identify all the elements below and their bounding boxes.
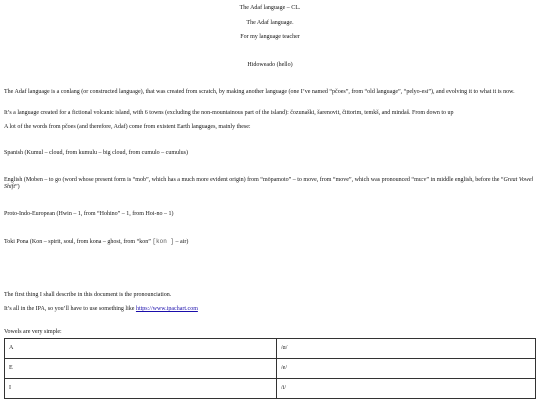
- source-toki-text: Toki Pona (Kon – spirit, soul, from kona – ghost, from “kon”: [4, 239, 151, 245]
- source-english-text: English (Moben – to go (word whose present form is “mob”, which has a much more evident origin) from “mōpamoto” – to move, from “move”, which was pronounced “mu:v” in middle english, before the “: [4, 177, 504, 183]
- source-pie: Proto-Indo-European (Hwin – 1, from “Hohino” – 1, from Hoi-no – 1): [4, 211, 174, 217]
- vowel-ipa-cell: /ɑ/: [277, 339, 536, 359]
- great-vowel-shift-term: Great Vowel Shift: [4, 177, 534, 190]
- source-english-closing: ”): [15, 184, 20, 190]
- vowels-intro: Vowels are very simple:: [4, 329, 62, 335]
- ipa-chart-link[interactable]: https://www.ipachart.com: [135, 306, 198, 312]
- doc-title-line-3: For my language teacher: [240, 34, 300, 40]
- source-toki-pona: [4, 238, 534, 246]
- table-row: [5, 379, 536, 399]
- vowel-letter-cell: A: [5, 339, 277, 359]
- intro-paragraph-1: The Adaf language is a conlang (or constructed language), that was created from scratch, by making another language (one I’ve named “pčoes”, from “old language”, “pelyo-esi”), and evolving it to what it is now.: [4, 89, 515, 95]
- vowel-ipa-cell: /e/: [277, 359, 536, 379]
- pronunciation-paragraph-1: The first thing I shall describe in this document is the pronounciation.: [4, 292, 172, 298]
- ipa-transcription: [kon ]: [152, 238, 175, 245]
- source-toki-closing: – air): [175, 239, 189, 245]
- intro-paragraph-3: A lot of the words from pčoes (and therefore, Adaf) come from existent Earth languages, mainly these:: [4, 124, 251, 130]
- vowel-letter-cell: E: [5, 359, 277, 379]
- doc-title-line-1: The Adaf language – CL.: [239, 5, 301, 11]
- intro-paragraph-2: It’s a language created for a fictional volcanic island, with 6 towns (excluding the non-mountainous part of the island): čozunaški, šarenovit, čittorim, temkš, and mindaš. From down to up: [4, 110, 454, 116]
- vowel-table: [4, 338, 536, 399]
- source-english: [4, 177, 534, 191]
- vowel-ipa-cell: /i/: [277, 379, 536, 399]
- table-row: [5, 339, 536, 359]
- doc-title-line-2: The Adaf language.: [246, 20, 294, 26]
- pronunciation-text: It’s all in the IPA, so you’ll have to use something like: [4, 306, 136, 312]
- vowel-letter-cell: I: [5, 379, 277, 399]
- source-spanish: Spanish (Kumul – cloud, from kumulu – big cloud, from cumulo – cumulus): [4, 150, 188, 156]
- greeting: Hidoweado (hello): [247, 62, 293, 68]
- table-row: [5, 359, 536, 379]
- pronunciation-paragraph-2: [4, 306, 534, 313]
